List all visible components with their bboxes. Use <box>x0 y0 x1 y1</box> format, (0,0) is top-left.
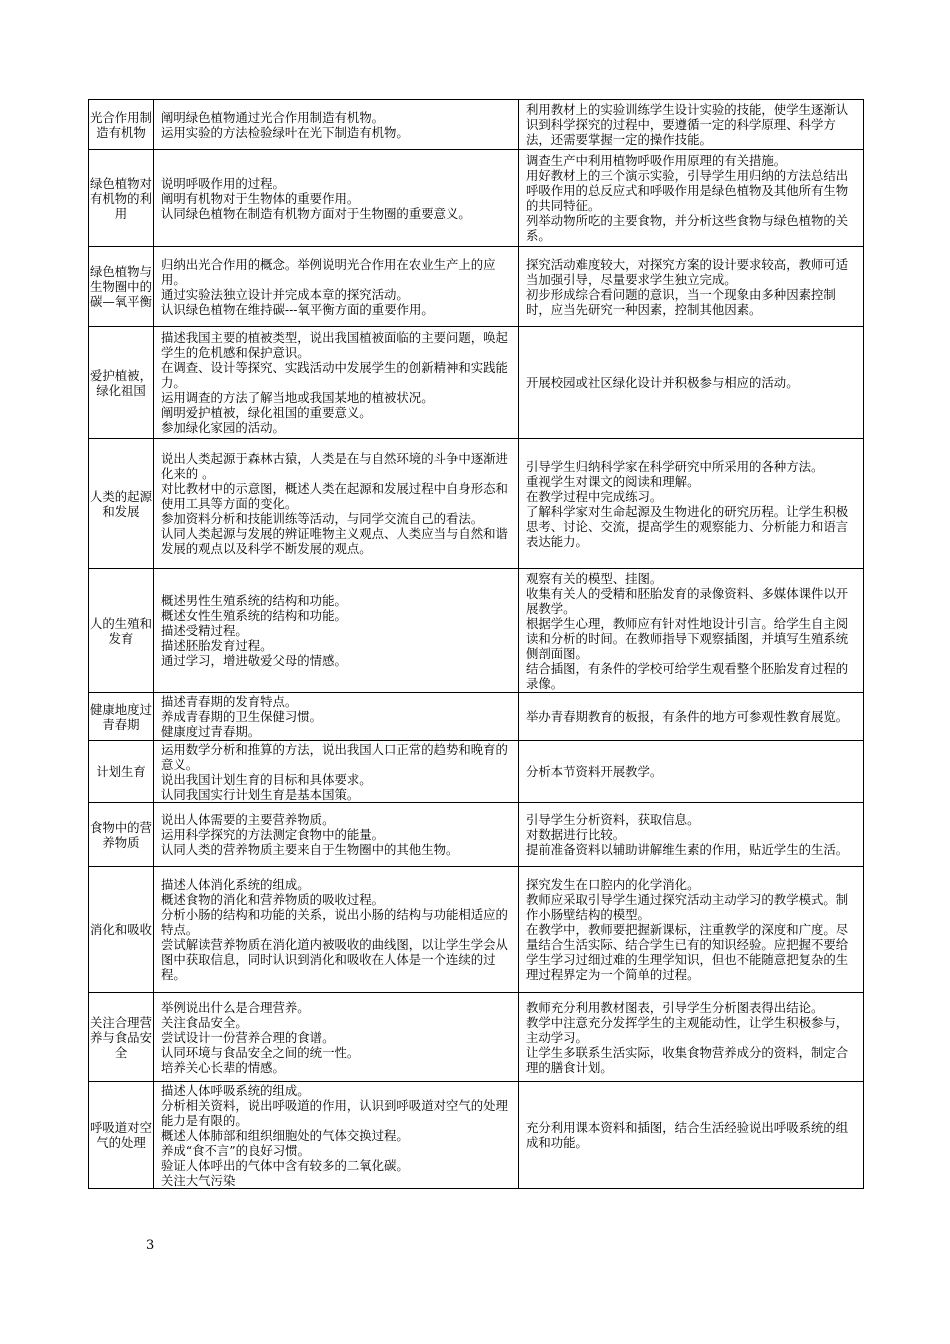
topic-text: 关注合理营养与食品安全 <box>90 1014 152 1060</box>
suggestions-cell <box>519 1082 864 1189</box>
topic-cell <box>89 693 154 741</box>
goals-cell <box>154 803 519 867</box>
suggestions-text: 举办青春期教育的板报，有条件的地方可参观性教育展览。 <box>526 709 849 724</box>
topic-text: 健康地度过青春期 <box>90 701 152 732</box>
topic-text: 食物中的营养物质 <box>90 819 152 850</box>
goals-text: 归纳出光合作用的概念。举例说明光合作用在农业生产上的应用。 通过实验法独立设计并完成本章的探究活动。 认识绿色植物在维持碳---氧平衡方面的重要作用。 <box>161 256 496 317</box>
suggestions-text: 开展校园或社区绿化设计并积极参与相应的活动。 <box>526 375 799 390</box>
goals-text: 描述人体消化系统的组成。 概述食物的消化和营养物质的吸收过程。 分析小肠的结构和功能的关系，说出小肠的结构与功能相适应的特点。 尝试解读营养物质在消化道内被吸收的曲线图，以让学生学会从图中获取信息，同时认识到消化和吸收在人体是一个连续的过程。 <box>161 877 508 982</box>
page-number: 3 <box>146 1238 155 1253</box>
goals-cell <box>154 439 519 569</box>
goals-cell <box>154 150 519 247</box>
table-row <box>89 247 864 327</box>
goals-text: 描述人体呼吸系统的组成。 分析相关资料，说出呼吸道的作用，认识到呼吸道对空气的处理能力是有限的。 概述人体肺部和组织细胞处的气体交换过程。 养成“食不言”的良好习惯。 验证人体呼出的气体中含有较多的二氧化碳。 关注大气污染 <box>161 1082 508 1188</box>
goals-cell <box>154 327 519 439</box>
goals-text: 描述我国主要的植被类型，说出我国植被面临的主要问题，唤起学生的危机感和保护意识。 在调查、设计等探究、实践活动中发展学生的创新精神和实践能力。 运用调查的方法了解当地或我国某地的植被状况。 阐明爱护植被，绿化祖国的重要意义。 参加绿化家园的活动。 <box>161 330 508 435</box>
goals-cell <box>154 693 519 741</box>
topic-cell <box>89 247 154 327</box>
table-row <box>89 741 864 803</box>
table-row <box>89 693 864 741</box>
suggestions-text: 教师充分利用教材图表，引导学生分析图表得出结论。 教学中注意充分发挥学生的主观能动性，让学生积极参与，主动学习。 让学生多联系生活实际，收集食物营养成分的资料，制定合理的膳食计划。 <box>526 999 849 1075</box>
suggestions-cell <box>519 327 864 439</box>
topic-text: 光合作用制造有机物 <box>90 109 152 140</box>
topic-cell <box>89 100 154 150</box>
goals-cell <box>154 867 519 993</box>
topic-cell <box>89 150 154 247</box>
suggestions-text: 观察有关的模型、挂图。 收集有关人的受精和胚胎发育的录像资料、多媒体课件以开展教学。 根据学生心理，教师应有针对性地设计引言。给学生自主阅读和分析的时间。在教师指导下观察插图，并填写生殖系统侧剖面图。 结合插图，有条件的学校可给学生观看整个胚胎发育过程的录像。 <box>526 570 849 691</box>
teaching-plan-table <box>88 99 864 1189</box>
goals-text: 概述男性生殖系统的结构和功能。 概述女性生殖系统的结构和功能。 描述受精过程。 描述胚胎发育过程。 通过学习，增进敬爱父母的情感。 <box>161 593 347 668</box>
goals-text: 阐明绿色植物通过光合作用制造有机物。 运用实验的方法检验绿叶在光下制造有机物。 <box>161 109 409 140</box>
goals-text: 说出人类起源于森林古猿，人类是在与自然环境的斗争中逐渐进化来的 。 对比教材中的示意图，概述人类在起源和发展过程中自身形态和使用工具等方面的变化。 参加资料分析和技能训练等活动，与同学交流自己的看法。 认同人类起源与发展的辨证唯物主义观点、人类应当与自然和谐发展的观点以及科学不断发展的观点。 <box>161 451 508 556</box>
topic-text: 人类的起源和发展 <box>90 488 152 519</box>
topic-text: 人的生殖和发育 <box>90 615 152 646</box>
suggestions-cell <box>519 247 864 327</box>
topic-cell <box>89 993 154 1082</box>
table-row <box>89 150 864 247</box>
goals-cell <box>154 1082 519 1189</box>
topic-text: 消化和吸收 <box>90 922 152 937</box>
goals-cell <box>154 247 519 327</box>
suggestions-cell <box>519 439 864 569</box>
suggestions-cell <box>519 867 864 993</box>
goals-cell <box>154 741 519 803</box>
table-row <box>89 327 864 439</box>
goals-text: 说明呼吸作用的过程。 阐明有机物对于生物体的重要作用。 认同绿色植物在制造有机物方面对于生物圈的重要意义。 <box>161 175 471 221</box>
topic-text: 计划生育 <box>96 764 146 779</box>
table-body <box>89 100 864 1189</box>
table-row <box>89 439 864 569</box>
suggestions-cell <box>519 693 864 741</box>
suggestions-text: 探究活动难度较大，对探究方案的设计要求较高，教师可适当加强引导，尽量要求学生独立完成。 初步形成综合看问题的意识，当一个现象由多种因素控制时，应当先研究一种因素，控制其他因素。 <box>526 256 849 317</box>
goals-cell <box>154 993 519 1082</box>
suggestions-cell <box>519 993 864 1082</box>
goals-text: 说出人体需要的主要营养物质。 运用科学探究的方法测定食物中的能量。 认同人类的营养物质主要来自于生物圈中的其他生物。 <box>161 812 459 857</box>
topic-text: 绿色植物对有机物的利用 <box>90 175 152 221</box>
goals-cell <box>154 100 519 150</box>
suggestions-text: 引导学生分析资料，获取信息。 对数据进行比较。 提前准备资料以辅助讲解维生素的作用，贴近学生的生活。 <box>526 812 849 857</box>
topic-cell <box>89 741 154 803</box>
suggestions-text: 引导学生归纳科学家在科学研究中所采用的各种方法。 重视学生对课文的阅读和理解。 在教学过程中完成练习。 了解科学家对生命起源及生物进化的研究历程。让学生积极思考、讨论、交流，提高学生的观察能力、分析能力和语言表达能力。 <box>526 458 849 549</box>
suggestions-cell <box>519 741 864 803</box>
suggestions-text: 充分利用课本资料和插图，结合生活经验说出呼吸系统的组成和功能。 <box>526 1120 849 1150</box>
suggestions-text: 利用教材上的实验训练学生设计实验的技能，使学生逐渐认识到科学探究的过程中，要遵循一定的科学原理、科学方法，还需要掌握一定的操作技能。 <box>526 102 849 147</box>
table-row <box>89 569 864 693</box>
goals-text: 举例说出什么是合理营养。 关注食品安全。 尝试设计一份营养合理的食谱。 认同环境与食品安全之间的统一性。 培养关心长辈的情感。 <box>161 999 360 1075</box>
suggestions-text: 探究发生在口腔内的化学消化。 教师应采取引导学生通过探究活动主动学习的教学模式。制作小肠壁结构的模型。 在教学中，教师要把握新课标，注重教学的深度和广度。尽量结合生活实际、结合学生已有的知识经验。应把握不要给学生学习过细过难的生理学知识，但也不能随意把复杂的生理过程界定为一个简单的过程。 <box>526 877 849 982</box>
goals-cell <box>154 569 519 693</box>
topic-cell <box>89 803 154 867</box>
suggestions-text: 调查生产中利用植物呼吸作用原理的有关措施。 用好教材上的三个演示实验，引导学生用归纳的方法总结出呼吸作用的总反应式和呼吸作用是绿色植物及其他所有生物的共同特征。 列举动物所吃的主要食物，并分析这些食物与绿色植物的关系。 <box>526 153 849 243</box>
goals-text: 运用数学分析和推算的方法，说出我国人口正常的趋势和晚育的意义。 说出我国计划生育的目标和具体要求。 认同我国实行计划生育是基本国策。 <box>161 741 508 802</box>
topic-cell <box>89 327 154 439</box>
topic-cell <box>89 569 154 693</box>
topic-cell <box>89 439 154 569</box>
table-row <box>89 100 864 150</box>
table-row <box>89 867 864 993</box>
table-row <box>89 803 864 867</box>
topic-cell <box>89 1082 154 1189</box>
suggestions-cell <box>519 150 864 247</box>
suggestions-cell <box>519 803 864 867</box>
suggestions-cell <box>519 100 864 150</box>
suggestions-text: 分析本节资料开展教学。 <box>526 764 663 779</box>
table-row <box>89 993 864 1082</box>
suggestions-cell <box>519 569 864 693</box>
topic-text: 爱护植被，绿化祖国 <box>90 367 152 398</box>
topic-text: 绿色植物与生物圈中的碳—氧平衡 <box>90 264 152 309</box>
table-row <box>89 1082 864 1189</box>
topic-cell <box>89 867 154 993</box>
topic-text: 呼吸道对空气的处理 <box>90 1120 152 1150</box>
goals-text: 描述青春期的发育特点。 养成青春期的卫生保健习惯。 健康度过青春期。 <box>161 694 323 739</box>
